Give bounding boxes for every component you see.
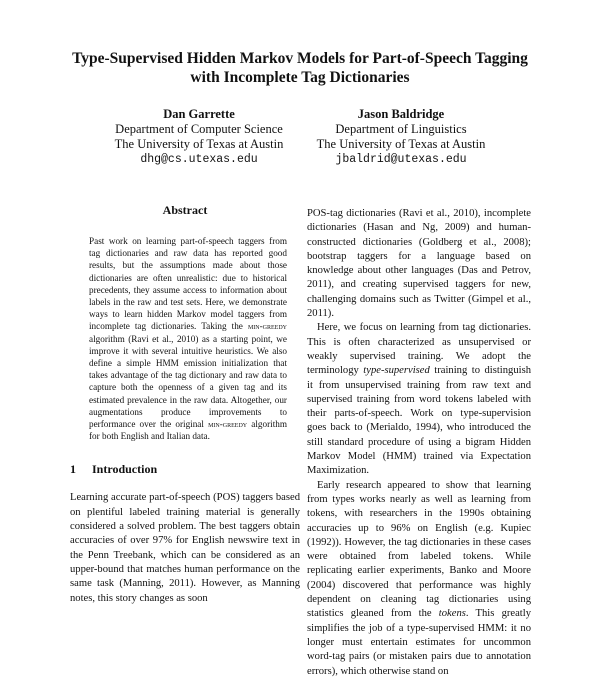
author-block-1 <box>94 107 304 167</box>
paragraph: Learning accurate part-of-speech (POS) taggers based on plentiful labeled training material is generally considered a solved problem. The best taggers obtain accuracies of over 97% for English newswire text in the Penn Treebank, which can be considered as an upper-bound that matches human performance on the same task (Manning, 2011). However, as Manning notes, this story changes as soon <box>70 492 300 604</box>
section-heading <box>70 462 300 477</box>
left-column <box>70 203 300 606</box>
author-department: Department of Linguistics <box>335 122 467 136</box>
author-email: jbaldrid@utexas.edu <box>335 153 467 166</box>
abstract-text: Past work on learning part-of-speech taggers from tag dictionaries and raw data has reported good results, but the assumptions made about those dictionaries are often unrealistic: due to historical precedents, they assume access to information about labels in the raw and test sets. Here, we demonstrate ways to learn hidden Markov model taggers from incomplete tag dictionaries. Taking the min-greedy algorithm (Ravi et al., 2010) as a starting point, we improve it with several intuitive heuristics. We also define a simple HMM emission initialization that takes advantage of the tag dictionary and raw data to capture both the openness of a given tag and its estimated prevalence in the raw data. Altogether, our augmentations produce improvements to performance over the original min-greedy algorithm for both English and Italian data. <box>89 236 287 442</box>
paper-title <box>40 49 560 87</box>
abstract <box>70 235 300 442</box>
author-institution: The University of Texas at Austin <box>316 137 486 151</box>
paragraph: Early research appeared to show that learning from types works nearly as well as learning from tokens, with researchers in the 1990s obtaining accuracies up to 96% on English (e.g. Kupiec (1992)). However, the tag dictionaries in these cases were obtained from labeled tokens. While replicating earlier experiments, Banko and Moore (2004) discovered that performance was highly dependent on cleaning tag dictionaries using statistics gleaned from the tokens. This greatly simplifies the job of a type-supervised HMM: it no longer must entertain estimates for uncommon word-tag pairs (or mistaken pairs due to annotation errors), which otherwise stand on <box>307 479 531 677</box>
author-department: Department of Computer Science <box>115 122 283 136</box>
right-column <box>307 207 531 679</box>
paragraph: POS-tag dictionaries (Ravi et al., 2010), incomplete dictionaries (Hasan and Ng, 2009) and human-constructed dictionaries (Goldberg et al., 2008); bootstrap taggers for a language based on knowledge about other languages (Das and Petrov, 2011), and creating supervised taggers for new, challenging domains such as Twitter (Gimpel et al., 2011). <box>307 208 531 320</box>
title-line-1: Type-Supervised Hidden Markov Models for Part-of-Speech Tagging <box>72 50 528 67</box>
author-block-2 <box>296 107 506 167</box>
section-title: Introduction <box>92 462 158 477</box>
paragraph: Here, we focus on learning from tag dictionaries. This is often characterized as unsupervised or weakly supervised training. We adopt the terminology type-supervised training to distinguish it from unsupervised training from raw text and supervised training from word tokens labeled with their parts-of-speech. Work on type-supervision goes back to (Merialdo, 1994), who introduced the still standard procedure of using a bigram Hidden Markov Model (HMM) trained via Expectation Maximization. <box>307 322 531 477</box>
author-institution: The University of Texas at Austin <box>114 137 284 151</box>
abstract-heading: Abstract <box>162 203 208 217</box>
author-name: Jason Baldridge <box>357 107 445 121</box>
section-number: 1 <box>70 462 76 477</box>
intro-left-text <box>70 491 300 605</box>
title-line-2: with Incomplete Tag Dictionaries <box>190 69 410 86</box>
author-name: Dan Garrette <box>163 107 235 121</box>
author-email: dhg@cs.utexas.edu <box>140 153 258 166</box>
